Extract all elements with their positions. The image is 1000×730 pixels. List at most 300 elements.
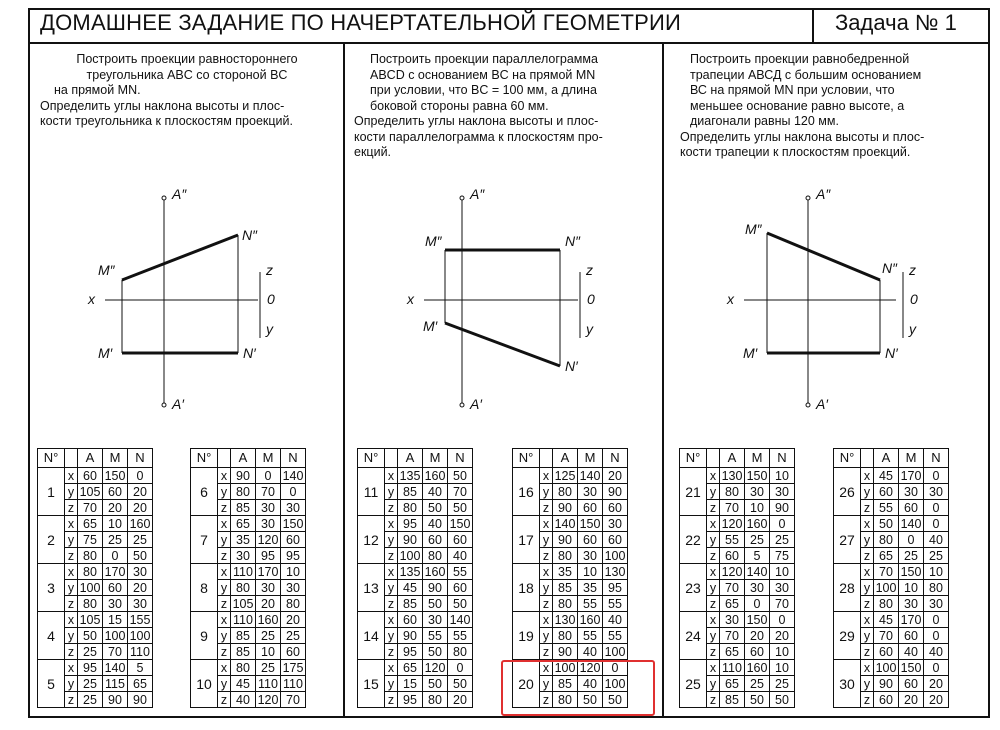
variant-number: 6 <box>191 468 218 516</box>
axis-label: x <box>218 468 231 484</box>
table-cell: 75 <box>770 548 795 564</box>
label-y: y <box>586 321 593 337</box>
table-cell: 60 <box>281 532 306 548</box>
table-cell: 70 <box>78 500 103 516</box>
column-header <box>540 449 553 468</box>
table-cell: 20 <box>924 692 949 708</box>
table-cell: 60 <box>874 692 899 708</box>
axis-label: z <box>385 596 398 612</box>
table-cell: 80 <box>553 692 578 708</box>
axis-label: z <box>65 644 78 660</box>
column-header: M <box>256 449 281 468</box>
variant-number: 13 <box>358 564 385 612</box>
table-cell: 0 <box>745 596 770 612</box>
table-cell: 80 <box>78 548 103 564</box>
table-cell: 60 <box>745 644 770 660</box>
table-cell: 25 <box>256 660 281 676</box>
table-cell: 120 <box>720 516 745 532</box>
table-cell: 10 <box>924 564 949 580</box>
label-a2: A″ <box>816 186 831 202</box>
table-cell: 30 <box>924 484 949 500</box>
table-row <box>834 468 949 484</box>
table-cell: 100 <box>398 548 423 564</box>
table-cell: 80 <box>553 596 578 612</box>
table-cell: 25 <box>281 628 306 644</box>
table-cell: 105 <box>78 484 103 500</box>
table-cell: 110 <box>231 564 256 580</box>
table-row <box>513 564 628 580</box>
label-n2: N″ <box>565 233 581 249</box>
table-cell: 35 <box>578 580 603 596</box>
axis-label: x <box>218 612 231 628</box>
axis-label: y <box>385 628 398 644</box>
axis-label: y <box>861 484 874 500</box>
table-row <box>834 516 949 532</box>
table-cell: 90 <box>553 644 578 660</box>
table-cell: 20 <box>103 500 128 516</box>
axis-label: x <box>707 516 720 532</box>
axis-label: z <box>65 692 78 708</box>
panel-3-line: Определить углы наклона высоты и плос- <box>680 129 925 144</box>
table-cell: 175 <box>281 660 306 676</box>
column-header: N <box>128 449 153 468</box>
table-cell: 105 <box>231 596 256 612</box>
table-cell: 70 <box>448 484 473 500</box>
task-number: Задача № 1 <box>835 10 957 35</box>
table-cell: 40 <box>231 692 256 708</box>
table-cell: 80 <box>423 548 448 564</box>
axis-label: z <box>65 548 78 564</box>
table-cell: 90 <box>553 532 578 548</box>
column-header <box>218 449 231 468</box>
table-cell: 10 <box>770 468 795 484</box>
table-header-row <box>191 449 306 468</box>
panel-2-line: ABCD с основанием BC на прямой MN <box>370 67 596 82</box>
column-header: N° <box>680 449 707 468</box>
table-cell: 40 <box>603 612 628 628</box>
variant-number: 7 <box>191 516 218 564</box>
axis-label: y <box>861 580 874 596</box>
axis-label: y <box>707 628 720 644</box>
table-cell: 15 <box>398 676 423 692</box>
axis-label: z <box>385 644 398 660</box>
table-cell: 20 <box>256 596 281 612</box>
axis-label: y <box>385 580 398 596</box>
variant-number: 17 <box>513 516 540 564</box>
table-cell: 20 <box>745 628 770 644</box>
table-cell: 0 <box>448 660 473 676</box>
table-cell: 160 <box>578 612 603 628</box>
panel-2-line: кости параллелограмма к плоскостям про- <box>354 129 603 144</box>
label-m1: M′ <box>743 345 758 361</box>
table-cell: 35 <box>553 564 578 580</box>
label-m1: M′ <box>98 345 113 361</box>
table-cell: 50 <box>423 500 448 516</box>
axis-label: z <box>861 692 874 708</box>
axis-label: y <box>540 484 553 500</box>
label-n1: N′ <box>243 345 256 361</box>
column-header: A <box>231 449 256 468</box>
table-cell: 85 <box>553 580 578 596</box>
column-header: A <box>553 449 578 468</box>
column-header: N <box>924 449 949 468</box>
table-cell: 30 <box>770 580 795 596</box>
table-cell: 85 <box>231 644 256 660</box>
axis-label: z <box>861 596 874 612</box>
table-cell: 45 <box>231 676 256 692</box>
variant-table <box>190 448 306 708</box>
table-cell: 65 <box>720 596 745 612</box>
axis-label: x <box>65 564 78 580</box>
table-cell: 80 <box>78 596 103 612</box>
table-cell: 80 <box>924 580 949 596</box>
table-row <box>191 564 306 580</box>
label-a2: A″ <box>172 186 187 202</box>
variant-number: 21 <box>680 468 707 516</box>
table-cell: 85 <box>720 692 745 708</box>
axis-label: y <box>861 676 874 692</box>
axis-label: z <box>218 548 231 564</box>
panel-2-text <box>354 52 654 161</box>
table-cell: 60 <box>874 644 899 660</box>
panel-1-line: Построить проекции равностороннего <box>76 52 298 66</box>
variant-number: 19 <box>513 612 540 660</box>
label-z: z <box>586 262 593 278</box>
table-cell: 55 <box>448 564 473 580</box>
table-cell: 30 <box>578 484 603 500</box>
axis-label: z <box>540 596 553 612</box>
table-cell: 10 <box>770 644 795 660</box>
table-header-row <box>834 449 949 468</box>
axis-label: y <box>540 532 553 548</box>
table-cell: 70 <box>281 692 306 708</box>
variant-table <box>833 448 949 708</box>
panel-3-line: ВС на прямой MN при условии, что <box>690 83 895 97</box>
axis-label: x <box>707 660 720 676</box>
table-cell: 100 <box>553 660 578 676</box>
table-cell: 30 <box>128 596 153 612</box>
table-cell: 30 <box>899 596 924 612</box>
panel-2-line: Построить проекции параллелограмма <box>370 52 598 66</box>
table-cell: 70 <box>256 484 281 500</box>
axis-label: x <box>861 468 874 484</box>
panel-3-line: кости трапеции к плоскостям проекций. <box>680 145 911 159</box>
table-cell: 160 <box>745 516 770 532</box>
axis-label: x <box>707 612 720 628</box>
table-cell: 45 <box>874 612 899 628</box>
axis-label: x <box>385 612 398 628</box>
table-cell: 10 <box>256 644 281 660</box>
table-row <box>513 468 628 484</box>
axis-label: z <box>385 548 398 564</box>
axis-label: z <box>540 692 553 708</box>
label-a2: A″ <box>470 186 485 202</box>
axis-label: z <box>540 644 553 660</box>
table-cell: 10 <box>281 564 306 580</box>
label-n1: N′ <box>885 345 898 361</box>
table-cell: 30 <box>745 580 770 596</box>
column-header: M <box>899 449 924 468</box>
table-cell: 90 <box>128 692 153 708</box>
variant-number: 12 <box>358 516 385 564</box>
table-row <box>38 660 153 676</box>
axis-label: x <box>385 564 398 580</box>
table-cell: 50 <box>603 692 628 708</box>
table-cell: 50 <box>448 468 473 484</box>
table-cell: 80 <box>231 484 256 500</box>
table-cell: 60 <box>448 580 473 596</box>
column-header: M <box>103 449 128 468</box>
variant-number: 18 <box>513 564 540 612</box>
table-cell: 40 <box>578 644 603 660</box>
axis-label: z <box>707 548 720 564</box>
table-header-row <box>680 449 795 468</box>
label-y: y <box>909 321 916 337</box>
table-cell: 40 <box>448 548 473 564</box>
table-cell: 70 <box>720 500 745 516</box>
axis-label: x <box>385 516 398 532</box>
axis-label: x <box>861 516 874 532</box>
column-header <box>385 449 398 468</box>
column-header: N° <box>38 449 65 468</box>
variant-number: 25 <box>680 660 707 708</box>
variant-number: 27 <box>834 516 861 564</box>
table-cell: 0 <box>924 516 949 532</box>
axis-label: x <box>65 468 78 484</box>
panel-3-text <box>680 52 980 161</box>
axis-label: z <box>540 548 553 564</box>
axis-label: y <box>218 580 231 596</box>
table-cell: 90 <box>770 500 795 516</box>
axis-label: y <box>65 532 78 548</box>
axis-label: y <box>218 676 231 692</box>
axis-label: y <box>861 628 874 644</box>
column-header: M <box>578 449 603 468</box>
table-cell: 65 <box>128 676 153 692</box>
axis-label: z <box>385 692 398 708</box>
table-cell: 95 <box>398 644 423 660</box>
panel-2-line: боковой стороны равна 60 мм. <box>370 98 549 113</box>
axis-label: z <box>218 644 231 660</box>
label-z: z <box>266 262 273 278</box>
label-origin: 0 <box>910 291 918 307</box>
table-cell: 20 <box>128 500 153 516</box>
table-header-row <box>358 449 473 468</box>
axis-label: z <box>707 644 720 660</box>
axis-label: y <box>540 580 553 596</box>
table-cell: 20 <box>924 676 949 692</box>
table-cell: 160 <box>256 612 281 628</box>
table-cell: 45 <box>874 468 899 484</box>
label-n2: N″ <box>242 227 258 243</box>
table-cell: 50 <box>78 628 103 644</box>
table-cell: 140 <box>899 516 924 532</box>
axis-label: y <box>65 580 78 596</box>
table-cell: 110 <box>256 676 281 692</box>
table-cell: 25 <box>103 532 128 548</box>
table-cell: 80 <box>874 532 899 548</box>
column-header: A <box>874 449 899 468</box>
table-cell: 70 <box>874 564 899 580</box>
axis-label: x <box>707 468 720 484</box>
axis-label: x <box>65 516 78 532</box>
table-cell: 25 <box>128 532 153 548</box>
variant-number: 28 <box>834 564 861 612</box>
table-cell: 60 <box>103 484 128 500</box>
table-cell: 85 <box>398 484 423 500</box>
table-cell: 140 <box>578 468 603 484</box>
axis-label: y <box>707 484 720 500</box>
table-cell: 50 <box>423 644 448 660</box>
axis-label: z <box>861 500 874 516</box>
table-cell: 70 <box>720 580 745 596</box>
table-cell: 120 <box>423 660 448 676</box>
table-cell: 30 <box>720 612 745 628</box>
variant-number: 10 <box>191 660 218 708</box>
table-row <box>358 564 473 580</box>
table-cell: 0 <box>256 468 281 484</box>
table-cell: 25 <box>78 676 103 692</box>
table-cell: 60 <box>603 500 628 516</box>
highlight-box <box>501 660 655 716</box>
table-row <box>38 612 153 628</box>
table-cell: 140 <box>103 660 128 676</box>
panel-1-line: треугольника ABC со стороной BC <box>86 67 288 82</box>
axis-label: z <box>65 500 78 516</box>
table-cell: 80 <box>281 596 306 612</box>
table-cell: 60 <box>899 676 924 692</box>
axis-label: y <box>385 532 398 548</box>
table-cell: 30 <box>745 484 770 500</box>
table-cell: 30 <box>256 516 281 532</box>
label-origin: 0 <box>587 291 595 307</box>
table-row <box>680 564 795 580</box>
table-cell: 65 <box>231 516 256 532</box>
table-cell: 60 <box>78 468 103 484</box>
table-row <box>513 516 628 532</box>
table-cell: 0 <box>924 612 949 628</box>
column-header: A <box>720 449 745 468</box>
table-cell: 100 <box>103 628 128 644</box>
variant-number: 23 <box>680 564 707 612</box>
table-cell: 30 <box>281 580 306 596</box>
panel-2-line: Определить углы наклона высоты и плос- <box>354 114 599 128</box>
table-cell: 50 <box>448 676 473 692</box>
axis-label: x <box>707 564 720 580</box>
table-cell: 120 <box>256 692 281 708</box>
table-cell: 50 <box>128 548 153 564</box>
table-cell: 120 <box>256 532 281 548</box>
table-cell: 40 <box>924 644 949 660</box>
table-row <box>358 516 473 532</box>
table-cell: 130 <box>603 564 628 580</box>
column-header: M <box>423 449 448 468</box>
label-m1: M′ <box>423 318 438 334</box>
variant-table <box>357 448 473 708</box>
label-y: y <box>266 321 273 337</box>
table-cell: 0 <box>128 468 153 484</box>
variant-number: 16 <box>513 468 540 516</box>
label-z: z <box>909 262 916 278</box>
table-cell: 55 <box>448 628 473 644</box>
table-cell: 95 <box>78 660 103 676</box>
table-cell: 150 <box>448 516 473 532</box>
table-cell: 150 <box>899 660 924 676</box>
variant-number: 2 <box>38 516 65 564</box>
table-cell: 105 <box>78 612 103 628</box>
table-cell: 120 <box>578 660 603 676</box>
table-cell: 125 <box>553 468 578 484</box>
column-header: N° <box>834 449 861 468</box>
axis-label: x <box>861 564 874 580</box>
table-cell: 90 <box>398 532 423 548</box>
table-cell: 60 <box>899 628 924 644</box>
axis-label: x <box>218 660 231 676</box>
table-cell: 50 <box>423 596 448 612</box>
table-cell: 20 <box>770 628 795 644</box>
table-cell: 150 <box>578 516 603 532</box>
axis-label: y <box>861 532 874 548</box>
table-cell: 25 <box>78 692 103 708</box>
variant-table <box>37 448 153 708</box>
table-cell: 150 <box>103 468 128 484</box>
table-cell: 115 <box>103 676 128 692</box>
table-cell: 40 <box>578 676 603 692</box>
table-cell: 50 <box>448 596 473 612</box>
axis-label: y <box>540 628 553 644</box>
axis-label: y <box>540 676 553 692</box>
table-cell: 10 <box>770 660 795 676</box>
table-cell: 85 <box>553 676 578 692</box>
table-cell: 30 <box>231 548 256 564</box>
table-cell: 95 <box>256 548 281 564</box>
table-cell: 65 <box>398 660 423 676</box>
table-cell: 90 <box>603 484 628 500</box>
axis-label: y <box>65 628 78 644</box>
table-cell: 30 <box>770 484 795 500</box>
table-cell: 70 <box>720 628 745 644</box>
table-cell: 90 <box>874 676 899 692</box>
axis-label: y <box>218 532 231 548</box>
table-cell: 60 <box>448 532 473 548</box>
table-cell: 140 <box>448 612 473 628</box>
table-cell: 0 <box>899 532 924 548</box>
table-cell: 95 <box>281 548 306 564</box>
table-cell: 0 <box>924 468 949 484</box>
column-header: N° <box>358 449 385 468</box>
table-cell: 160 <box>423 468 448 484</box>
table-cell: 50 <box>745 692 770 708</box>
variant-number: 24 <box>680 612 707 660</box>
table-cell: 25 <box>256 628 281 644</box>
table-row <box>191 612 306 628</box>
table-cell: 30 <box>603 516 628 532</box>
table-cell: 25 <box>745 676 770 692</box>
column-header <box>707 449 720 468</box>
table-cell: 170 <box>103 564 128 580</box>
column-header: A <box>398 449 423 468</box>
table-cell: 55 <box>578 596 603 612</box>
table-cell: 160 <box>128 516 153 532</box>
label-m2: M″ <box>745 221 762 237</box>
table-cell: 135 <box>398 468 423 484</box>
table-cell: 70 <box>874 628 899 644</box>
table-cell: 65 <box>720 644 745 660</box>
table-cell: 10 <box>578 564 603 580</box>
table-cell: 60 <box>874 484 899 500</box>
table-cell: 20 <box>448 692 473 708</box>
table-cell: 30 <box>256 580 281 596</box>
